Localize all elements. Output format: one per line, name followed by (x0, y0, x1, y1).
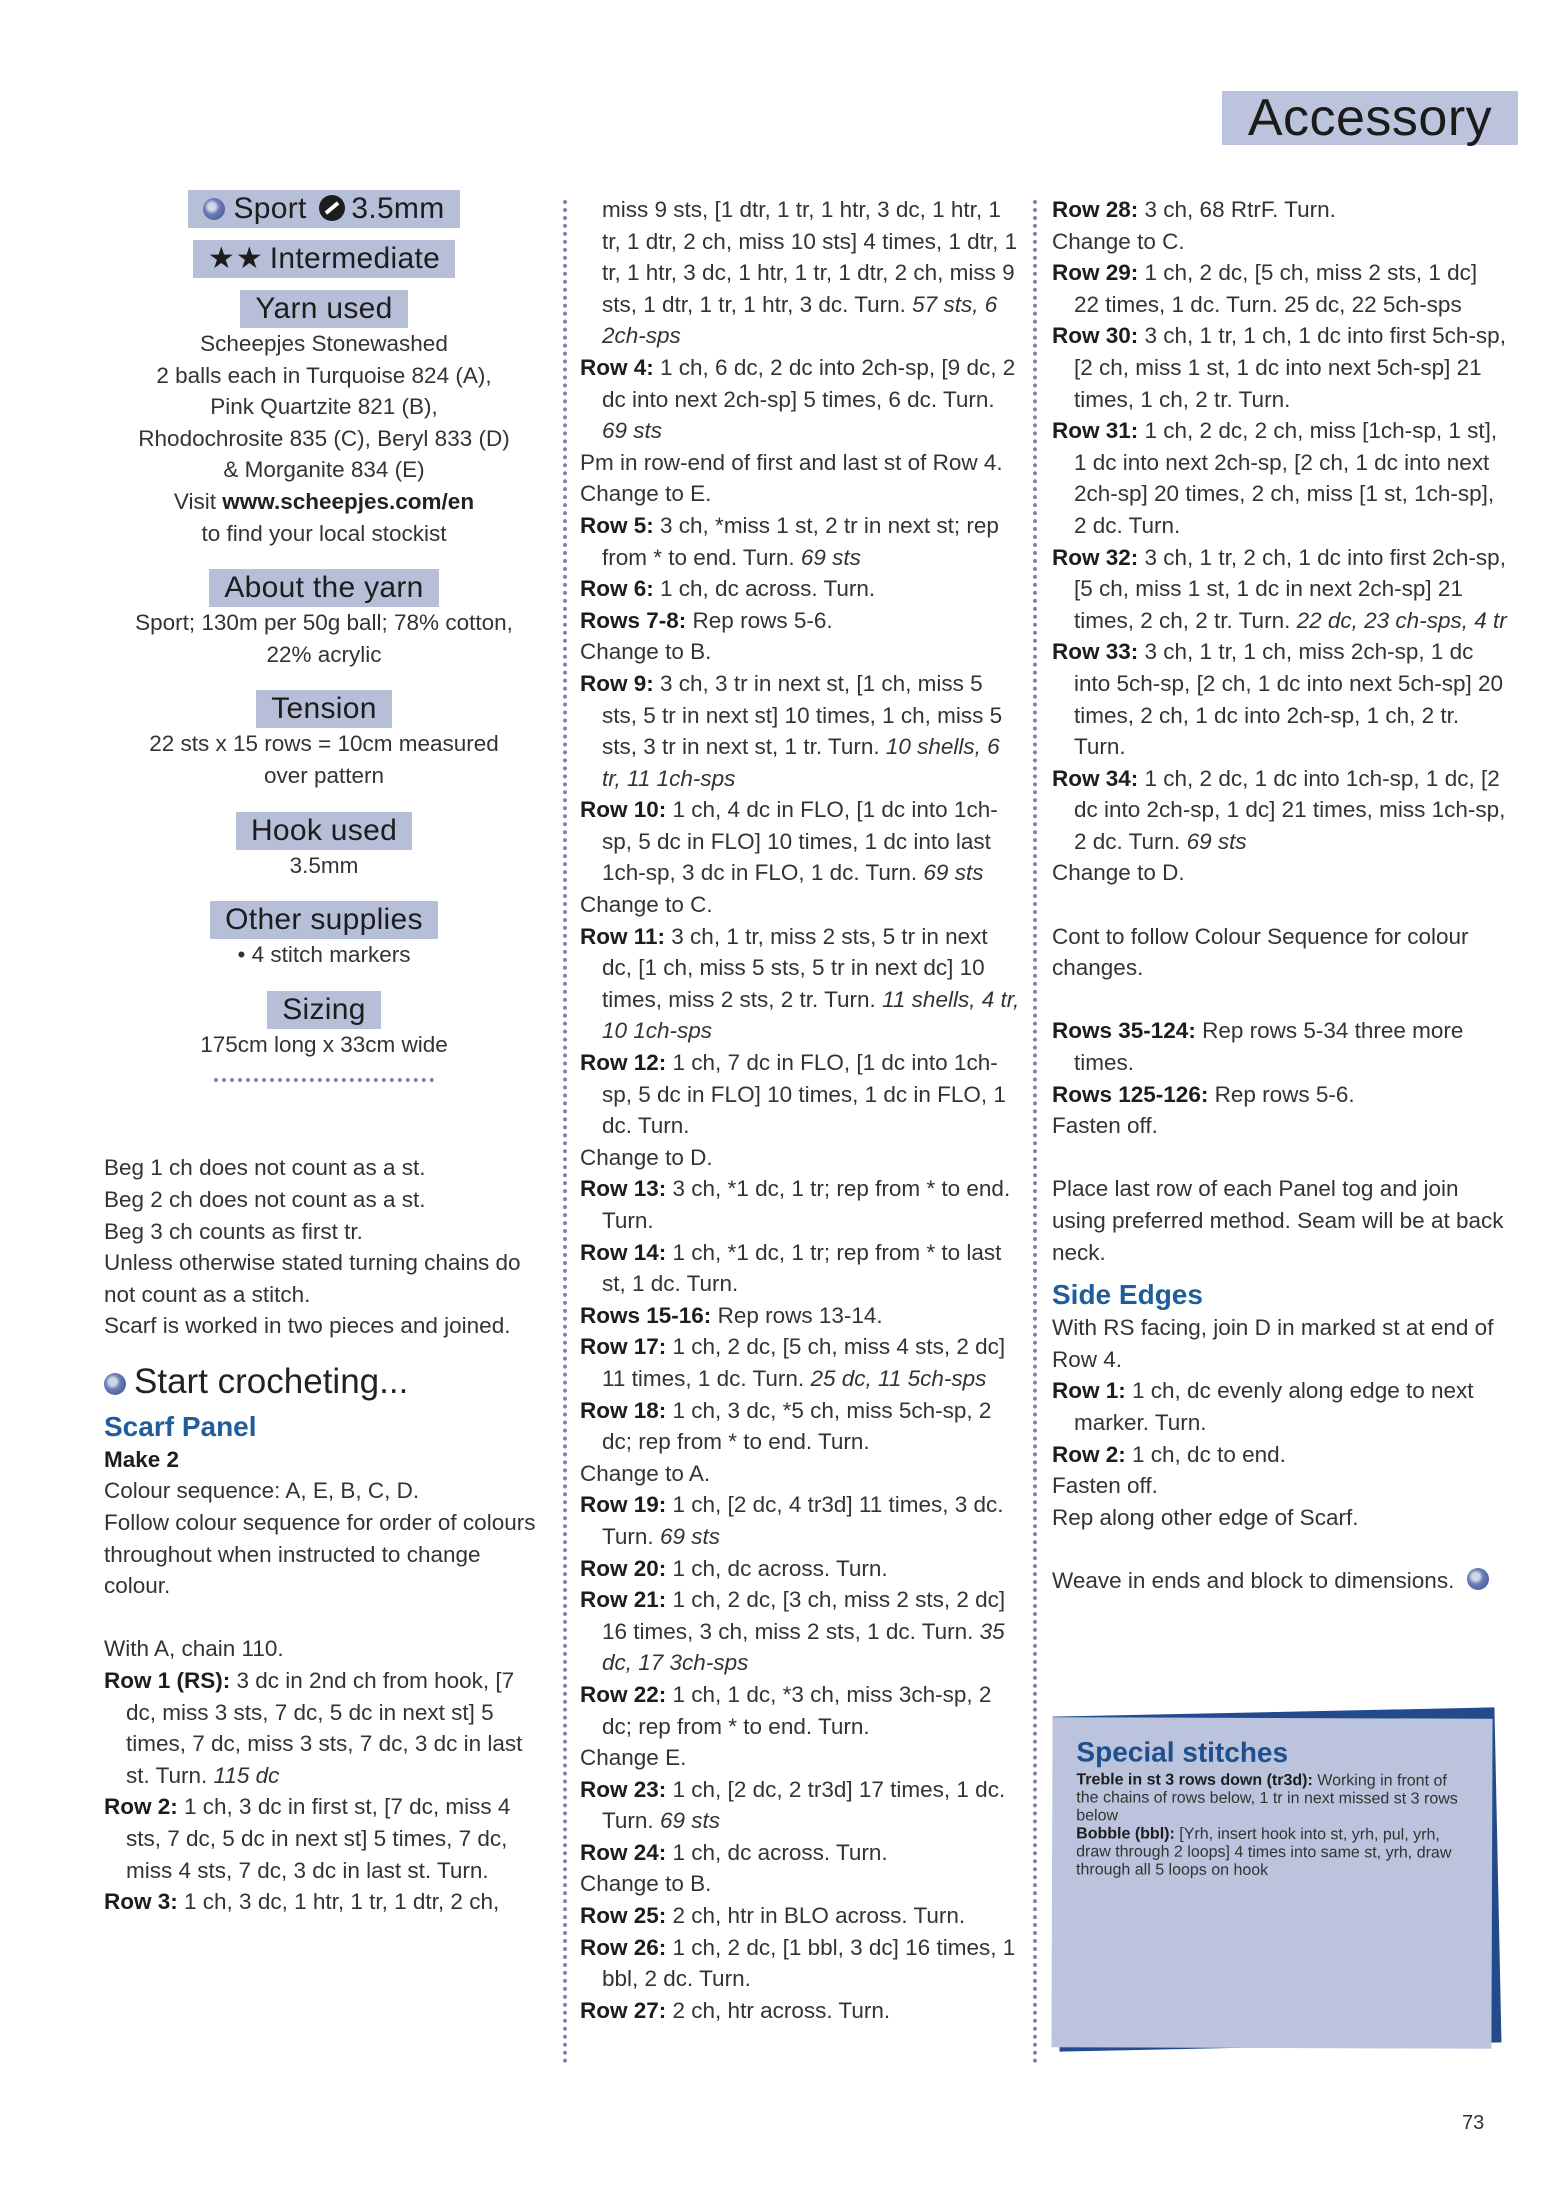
instruction-row: Row 12: 1 ch, 7 dc in FLO, [1 dc into 1ch-sp, 5 dc in FLO] 10 times, 1 dc in FLO, 1 dc. Turn. (580, 1050, 1006, 1139)
sizing-heading: Sizing (267, 991, 381, 1029)
start-heading-text: Start crocheting... (134, 1361, 409, 1401)
hook-used-heading: Hook used (236, 812, 412, 850)
difficulty-tag (193, 240, 455, 278)
hook-used-value: 3.5mm (289, 852, 359, 878)
yarn-used-heading: Yarn used (240, 290, 407, 328)
visit-line (104, 486, 544, 518)
make-count: Make 2 (104, 1446, 180, 1472)
visit-prefix: Visit (173, 488, 217, 514)
finishing-note: Weave in ends and block to dimensions. (1052, 1565, 1507, 1597)
instruction-row: Row 2: 1 ch, 3 dc in first st, [7 dc, miss 4 sts, 7 dc, 5 dc in next st] 5 times, 7 dc, miss 4 sts, 7 dc, 3 dc in last st. Turn. (104, 1794, 511, 1883)
yarn-used-text (104, 328, 544, 549)
instruction-row: Row 5: 3 ch, *miss 1 st, 2 tr in next st; rep from * to end. Turn. 69 sts (580, 512, 999, 570)
category-tab: Accessory (1222, 91, 1518, 145)
yarn-line: & Morganite 834 (E) (223, 457, 425, 483)
colour-change: Change to D. (580, 1144, 713, 1170)
instruction-row: Row 34: 1 ch, 2 dc, 1 dc into 1ch-sp, 1 dc, [2 dc into 2ch-sp, 1 dc] 21 times, miss 1ch-sp, 2 dc. Turn. 69 sts (1052, 765, 1506, 854)
instruction-row: Row 1 (RS): 3 dc in 2nd ch from hook, [7 dc, miss 3 sts, 7 dc, 5 dc in next st] 5 times, 7 dc, miss 3 sts, 7 dc, 3 dc in last st. Turn. 115 dc (104, 1668, 523, 1788)
visit-suffix: to find your local stockist (201, 520, 447, 546)
instruction-row: Row 31: 1 ch, 2 dc, 2 ch, miss [1ch-sp, 1 st], 1 dc into next 2ch-sp, [2 ch, 1 dc into next 2ch-sp] 20 times, 2 ch, miss [1 st, 1ch-sp], 2 dc. Turn. (1052, 418, 1498, 538)
instruction-row: Row 20: 1 ch, dc across. Turn. (580, 1555, 888, 1581)
weight-label: Sport (233, 192, 307, 225)
instruction-row: Row 24: 1 ch, dc across. Turn. (580, 1839, 888, 1865)
instruction-row: Rows 35-124: Rep rows 5-34 three more times. (1052, 1018, 1464, 1076)
about-yarn-text (104, 607, 544, 670)
note: Scarf is worked in two pieces and joined. (104, 1313, 511, 1339)
side-edges-intro: With RS facing, join D in marked st at end of Row 4. (1052, 1315, 1494, 1372)
instruction-row: Row 14: 1 ch, *1 dc, 1 tr; rep from * to last st, 1 dc. Turn. (580, 1239, 1002, 1297)
note: Beg 3 ch counts as first tr. (104, 1218, 363, 1244)
join-note: Place last row of each Panel tog and join using preferred method. Seam will be at back neck. (1052, 1176, 1504, 1265)
difficulty-label: Intermediate (269, 242, 441, 275)
colour-sequence: Colour sequence: A, E, B, C, D. (104, 1478, 420, 1504)
stitch-definition: Bobble (bbl): [Yrh, insert hook into st, yrh, pul, yrh, draw through 2 loops] 4 times into same st, yrh, draw through all 5 loops on hook (1076, 1825, 1452, 1879)
instruction-row: Row 3: 1 ch, 3 dc, 1 htr, 1 tr, 1 dtr, 2 ch, (104, 1889, 500, 1915)
yarn-line: Scheepjes Stonewashed (200, 331, 448, 356)
colour-change: Change to D. (1052, 860, 1185, 886)
colour-change: Change to E. (580, 481, 712, 507)
special-stitches-title: Special stitches (1076, 1736, 1289, 1769)
about-line: 22% acrylic (266, 641, 382, 667)
instruction-row: Row 10: 1 ch, 4 dc in FLO, [1 dc into 1ch-sp, 5 dc in FLO] 10 times, 1 dc into last 1ch-sp, 3 dc in FLO, 1 dc. Turn. 69 sts (580, 797, 998, 886)
tension-line: over pattern (263, 762, 385, 788)
yarn-line: Pink Quartzite 821 (B), (210, 394, 438, 420)
yarn-line: Rhodochrosite 835 (C), Beryl 833 (D) (138, 425, 510, 451)
yarn-ball-icon (203, 198, 225, 220)
instruction-row: Row 13: 3 ch, *1 dc, 1 tr; rep from * to end. Turn. (580, 1176, 1011, 1233)
sizing-value: 175cm long x 33cm wide (200, 1031, 448, 1057)
instruction-row: Row 26: 1 ch, 2 dc, [1 bbl, 3 dc] 16 times, 1 bbl, 2 dc. Turn. (580, 1934, 1016, 1992)
instruction-row: Row 22: 1 ch, 1 dc, *3 ch, miss 3ch-sp, 2 dc; rep from * to end. Turn. (580, 1681, 992, 1739)
column-3 (1052, 194, 1507, 1597)
instruction-row: Row 9: 3 ch, 3 tr in next st, [1 ch, miss 5 sts, 5 tr in next st] 10 times, 1 ch, miss 5 sts, 3 tr in next st, 1 tr. Turn. 10 shells, 6 tr, 11 1ch-sps (580, 670, 1003, 791)
instruction-row: Rows 7-8: Rep rows 5-6. (580, 607, 833, 633)
colour-change: Change to C. (1052, 228, 1185, 254)
tension-heading: Tension (256, 690, 392, 728)
fasten-off: Fasten off. (1052, 1473, 1158, 1499)
scarf-panel-title: Scarf Panel (104, 1410, 257, 1442)
column-1 (104, 190, 544, 1918)
info-panel (104, 190, 544, 1082)
instruction-row: miss 9 sts, [1 dtr, 1 tr, 1 htr, 3 dc, 1 htr, 1 tr, 1 dtr, 2 ch, miss 10 sts] 4 times, 1 dtr, 1 tr, 1 htr, 3 dc, 1 htr, 1 tr, 1 dtr, 2 ch, miss 9 sts, 1 dtr, 1 tr, 1 htr, 3 dc. Turn. 57 sts, 6 2ch-sps (602, 197, 1018, 349)
repeat-note: Rep along other edge of Scarf. (1052, 1504, 1359, 1530)
instruction-row: Row 27: 2 ch, htr across. Turn. (580, 1997, 891, 2023)
tension-line: 22 sts x 15 rows = 10cm measured (149, 731, 499, 757)
tension-text (104, 728, 544, 791)
instruction-row: Row 28: 3 ch, 68 RtrF. Turn. (1052, 197, 1336, 222)
difficulty-stars: ★★ (207, 242, 264, 275)
instruction-row: Row 1: 1 ch, dc evenly along edge to next marker. Turn. (1052, 1378, 1474, 1435)
instruction-row: Row 23: 1 ch, [2 dc, 2 tr3d] 17 times, 1 dc. Turn. 69 sts (580, 1776, 1006, 1834)
instruction-row: Row 2: 1 ch, dc to end. (1052, 1441, 1286, 1467)
yarn-line: 2 balls each in Turquoise 824 (A), (156, 362, 492, 388)
dotted-divider (214, 1078, 434, 1082)
fasten-off: Fasten off. (1052, 1113, 1158, 1139)
colour-change: Change to B. (580, 639, 712, 665)
instruction-row: Row 32: 3 ch, 1 tr, 2 ch, 1 dc into first 2ch-sp, [5 ch, miss 1 st, 1 dc in next 2ch-sp] 21 times, 2 ch, 2 tr. Turn. 22 dc, 23 ch-sps, 4 tr (1052, 544, 1507, 633)
note: Beg 1 ch does not count as a st. (104, 1155, 426, 1181)
instruction-row: Row 18: 1 ch, 3 dc, *5 ch, miss 5ch-sp, 2 dc; rep from * to end. Turn. (580, 1397, 992, 1455)
instruction-row: Row 11: 3 ch, 1 tr, miss 2 sts, 5 tr in next dc, [1 ch, miss 5 sts, 5 tr in next dc] 10 times, miss 2 sts, 2 tr. Turn. 11 shells, 4 tr, 10 1ch-sps (580, 923, 1020, 1044)
instruction-row: Row 19: 1 ch, [2 dc, 4 tr3d] 11 times, 3 dc. Turn. 69 sts (580, 1492, 1004, 1549)
yarn-ball-icon (104, 1373, 126, 1395)
other-supplies-heading: Other supplies (210, 901, 438, 939)
hook-label: 3.5mm (351, 192, 445, 225)
notes (104, 1152, 544, 1342)
column-divider (563, 200, 567, 2065)
instruction-row: Row 17: 1 ch, 2 dc, [5 ch, miss 4 sts, 2 dc] 11 times, 1 dc. Turn. 25 dc, 11 5ch-sps (580, 1334, 1006, 1391)
stitch-definition: Treble in st 3 rows down (tr3d): Working in front of the chains of rows below, 1 tr in next missed st 3 rows below (1076, 1771, 1458, 1825)
note: Beg 2 ch does not count as a st. (104, 1186, 426, 1212)
yarn-ball-icon (1467, 1568, 1489, 1590)
note: Unless otherwise stated turning chains do not count as a stitch. (104, 1250, 521, 1307)
continue-note: Cont to follow Colour Sequence for colour changes. (1052, 923, 1469, 981)
instruction-row: Row 30: 3 ch, 1 tr, 1 ch, 1 dc into first 5ch-sp, [2 ch, miss 1 st, 1 dc into next 5ch-sp] 21 times, 1 ch, 2 tr. Turn. (1052, 323, 1506, 412)
weight-hook-tag (188, 190, 459, 228)
other-supplies-value: • 4 stitch markers (237, 942, 411, 968)
instruction-row: Rows 15-16: Rep rows 13-14. (580, 1302, 883, 1328)
side-edges-title: Side Edges (1052, 1279, 1203, 1311)
special-stitches-box (1052, 1712, 1500, 2055)
column-divider (1033, 200, 1037, 2065)
colour-change: Change to A. (580, 1460, 711, 1486)
instruction-row: Row 21: 1 ch, 2 dc, [3 ch, miss 2 sts, 2 dc] 16 times, 3 ch, miss 2 sts, 1 dc. Turn. 35 dc, 17 3ch-sps (580, 1587, 1006, 1676)
instruction-row: Row 33: 3 ch, 1 tr, 1 ch, miss 2ch-sp, 1 dc into 5ch-sp, [2 ch, 1 dc into next 5ch-sp] 20 times, 2 ch, 1 dc into 2ch-sp, 1 ch, 2 tr. Turn. (1052, 639, 1503, 760)
instruction-row: Row 4: 1 ch, 6 dc, 2 dc into 2ch-sp, [9 dc, 2 dc into next 2ch-sp] 5 times, 6 dc. Turn. 69 sts (580, 354, 1016, 444)
instruction-row: Rows 125-126: Rep rows 5-6. (1052, 1081, 1355, 1107)
foundation-chain: With A, chain 110. (104, 1636, 284, 1662)
page-number: 73 (1462, 2112, 1485, 2134)
column-2 (580, 194, 1020, 2026)
website-link[interactable]: www.scheepjes.com/en (222, 488, 475, 514)
start-heading (104, 1360, 544, 1404)
colour-follow-note: Follow colour sequence for order of colours throughout when instructed to change colour. (104, 1510, 536, 1599)
colour-change: Change to B. (580, 1871, 712, 1897)
about-yarn-heading: About the yarn (209, 569, 438, 607)
special-stitches-panel (1051, 1717, 1492, 2049)
instruction-row: Row 6: 1 ch, dc across. Turn. (580, 576, 876, 602)
colour-change: Change E. (580, 1745, 687, 1771)
colour-change: Change to C. (580, 892, 713, 918)
crochet-hook-icon (319, 195, 345, 221)
instruction-row: Row 25: 2 ch, htr in BLO across. Turn. (580, 1903, 966, 1929)
about-line: Sport; 130m per 50g ball; 78% cotton, (135, 610, 513, 636)
instruction-row: Row 29: 1 ch, 2 dc, [5 ch, miss 2 sts, 1 dc] 22 times, 1 dc. Turn. 25 dc, 22 5ch-sps (1052, 260, 1478, 317)
marker-note: Pm in row-end of first and last st of Row 4. (580, 449, 1003, 475)
